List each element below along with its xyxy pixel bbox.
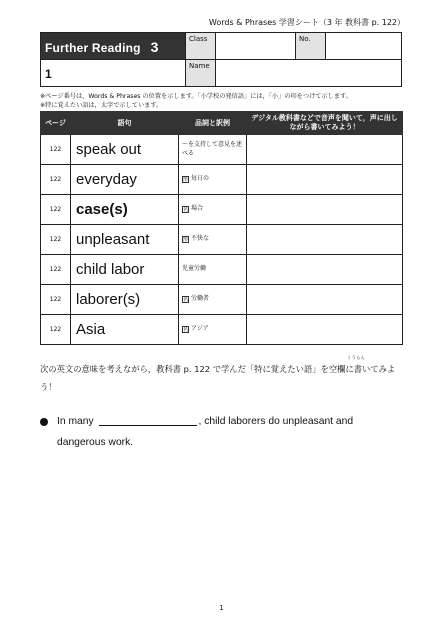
lesson-title: Further Reading <box>45 41 141 55</box>
header-page: ページ <box>41 112 71 135</box>
row-meaning <box>179 255 247 285</box>
header-phrase: 語句 <box>71 112 179 135</box>
table-row <box>41 255 403 285</box>
row-phrase: everyday <box>71 165 179 195</box>
row-meaning <box>179 135 247 165</box>
exercise-after: , child laborers do unpleasant and <box>198 416 354 427</box>
row-page: 122 <box>41 255 71 285</box>
table-row <box>41 315 403 345</box>
sheet-number: 1 <box>41 59 185 87</box>
part-of-speech-icon: 形 <box>183 176 189 183</box>
vocab-table <box>40 111 403 345</box>
row-page: 122 <box>41 135 71 165</box>
table-row <box>41 165 403 195</box>
row-page: 122 <box>41 315 71 345</box>
table-row <box>41 285 403 315</box>
part-of-speech-icon: 名 <box>183 326 189 333</box>
page-number: 1 <box>219 604 224 612</box>
meaning-text: 児童労働 <box>182 265 207 273</box>
answer-blank[interactable] <box>99 415 197 426</box>
row-writing-space[interactable] <box>247 165 403 195</box>
row-meaning <box>179 195 247 225</box>
meaning-text: 毎日の <box>191 175 210 183</box>
row-phrase: unpleasant <box>71 225 179 255</box>
exercise-sentence <box>40 411 402 453</box>
meaning-text: 労働者 <box>191 295 210 303</box>
class-label: Class <box>185 33 215 59</box>
header-title: Words & Phrases 学習シート（3 年 教科書 p. 122） <box>208 18 405 27</box>
row-writing-space[interactable] <box>247 225 403 255</box>
row-writing-space[interactable] <box>247 285 403 315</box>
meaning-text: ～を支持して意見を述べる <box>182 141 243 157</box>
exercise-line2: dangerous work. <box>57 437 134 448</box>
row-phrase: Asia <box>71 315 179 345</box>
note-page-numbers: ※ページ番号は，Words & Phrases の位置を示します。「小学校の発信語」には，「小」の印をつけて示します。 <box>40 93 352 100</box>
row-page: 122 <box>41 165 71 195</box>
title-block <box>40 32 402 87</box>
row-phrase: child labor <box>71 255 179 285</box>
no-label: No. <box>295 33 325 59</box>
row-meaning <box>179 315 247 345</box>
part-of-speech-icon: 形 <box>183 236 189 243</box>
row-phrase: speak out <box>71 135 179 165</box>
row-meaning <box>179 225 247 255</box>
row-writing-space[interactable] <box>247 255 403 285</box>
row-phrase: laborer(s) <box>71 285 179 315</box>
row-writing-space[interactable] <box>247 315 403 345</box>
row-page: 122 <box>41 225 71 255</box>
meaning-text: 不快な <box>191 235 210 243</box>
meaning-text: アジア <box>191 325 209 333</box>
no-field[interactable] <box>325 33 401 59</box>
row-page: 122 <box>41 285 71 315</box>
row-page: 122 <box>41 195 71 225</box>
table-row <box>41 195 403 225</box>
header-meaning: 品詞と訳例 <box>179 112 247 135</box>
name-label: Name <box>185 59 215 86</box>
lesson-number: 3 <box>150 39 159 55</box>
meaning-text: 場合 <box>191 205 204 213</box>
row-writing-space[interactable] <box>247 195 403 225</box>
row-meaning <box>179 285 247 315</box>
instruction-text: 次の英文の意味を考えながら，教科書 p. 122 で学んだ「特に覚えたい語」を空欄に書いてみよう！ <box>40 364 396 392</box>
title-cell <box>41 33 185 59</box>
part-of-speech-icon: 名 <box>183 296 189 303</box>
name-field[interactable] <box>215 59 401 86</box>
header-digital: デジタル教科書などで音声を聞いて，声に出しながら書いてみよう！ <box>247 112 403 135</box>
table-row <box>41 135 403 165</box>
ruby-kuuran: くうらん <box>347 356 365 361</box>
exercise-before: In many <box>57 416 94 427</box>
row-meaning <box>179 165 247 195</box>
table-row <box>41 225 403 255</box>
class-field[interactable] <box>215 33 295 59</box>
row-phrase: case(s) <box>71 195 179 225</box>
part-of-speech-icon: 名 <box>183 206 189 213</box>
row-writing-space[interactable] <box>247 135 403 165</box>
note-bold-words: ※特に覚えたい語は，太字で示しています。 <box>40 102 163 109</box>
